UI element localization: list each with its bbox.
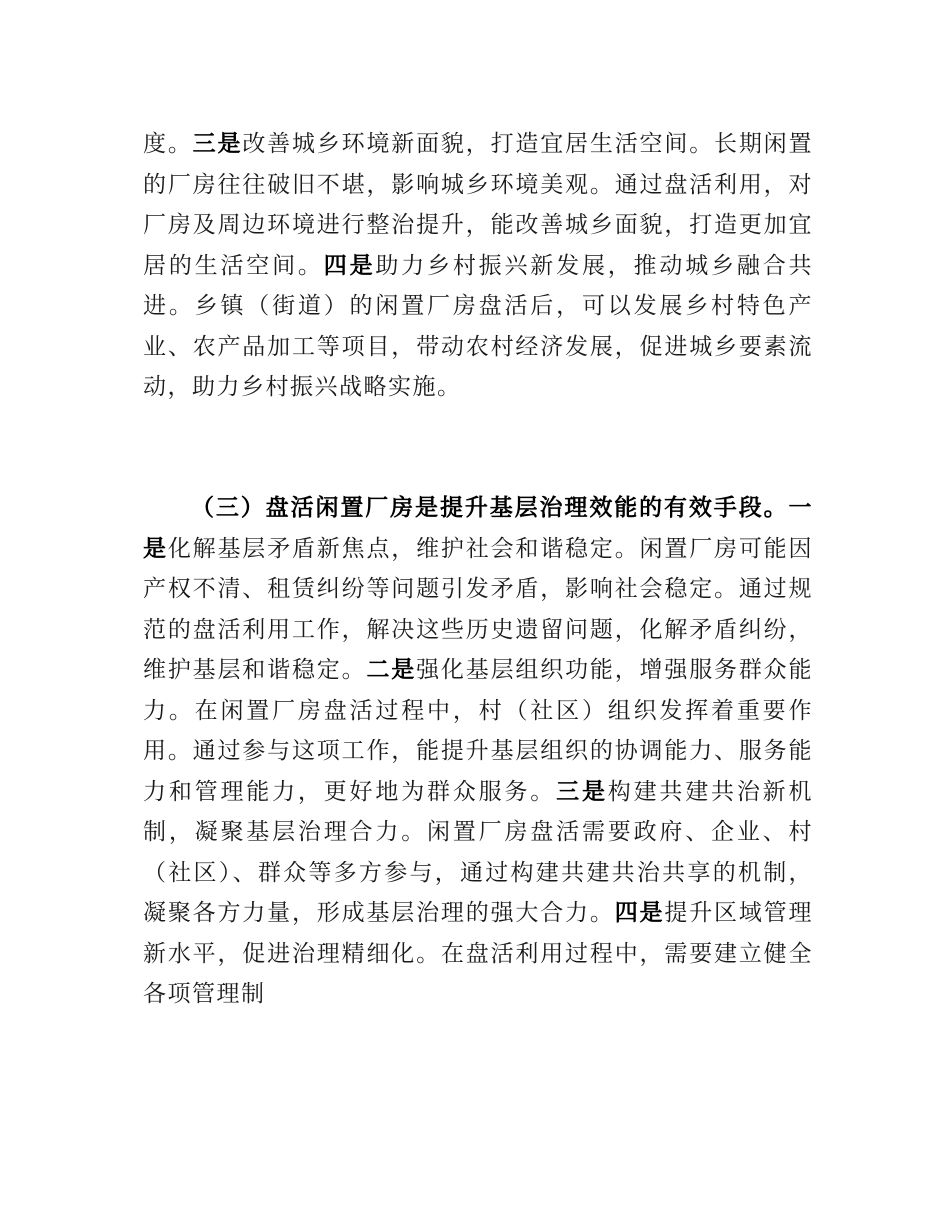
paragraph-text: 提升区域管理新水平，促进治理精细化。在盘活利用过程中，需要建立健全各项管理制 [143, 900, 814, 1007]
paragraph-text: 强化基层组织功能，增强服务群众能力。在闲置厂房盘活过程中，村（社区）组织发挥着重要作用。通过参与这项工作，能提升基层组织的协调能力、服务能力和管理能力，更好地为群众服务。 [143, 657, 814, 805]
paragraph-text: 构建共建共治新机制，凝聚基层治理合力。闲置厂房盘活需要政府、企业、村（社区）、群众等多方参与，通过构建共建共治共享的机制，凝聚各方力量，形成基层治理的强大合力。 [143, 778, 814, 926]
paragraph-text: 助力乡村振兴新发展，推动城乡融合共进。乡镇（街道）的闲置厂房盘活后，可以发展乡村特色产业、农产品加工等项目，带动农村经济发展，促进城乡要素流动，助力乡村振兴战略实施。 [143, 252, 814, 400]
bold-lead-phrase: 四是 [323, 252, 376, 279]
bold-lead-phrase: 三是 [556, 778, 608, 805]
paragraph-text: 度。 [143, 131, 193, 157]
section-heading: （三）盘活闲置厂房是提升基层治理效能的有效手段。一是 [143, 495, 813, 562]
bold-lead-phrase: 三是 [192, 131, 243, 157]
section-paragraph [143, 488, 813, 1015]
bold-lead-phrase: 四是 [614, 900, 665, 926]
bold-lead-phrase: 二是 [366, 657, 417, 683]
paragraph-text: 化解基层矛盾新焦点，维护社会和谐稳定。闲置厂房可能因产权不清、租赁纠纷等问题引发矛盾，影响社会稳定。通过规范的盘活利用工作，解决这些历史遗留问题，化解矛盾纠纷，维护基层和谐稳定。 [143, 535, 814, 683]
body-paragraph [143, 124, 813, 408]
paragraph-text: 改善城乡环境新面貌，打造宜居生活空间。长期闲置的厂房往往破旧不堪，影响城乡环境美观。通过盘活利用，对厂房及周边环境进行整治提升，能改善城乡面貌，打造更加宜居的生活空间。 [143, 131, 814, 279]
